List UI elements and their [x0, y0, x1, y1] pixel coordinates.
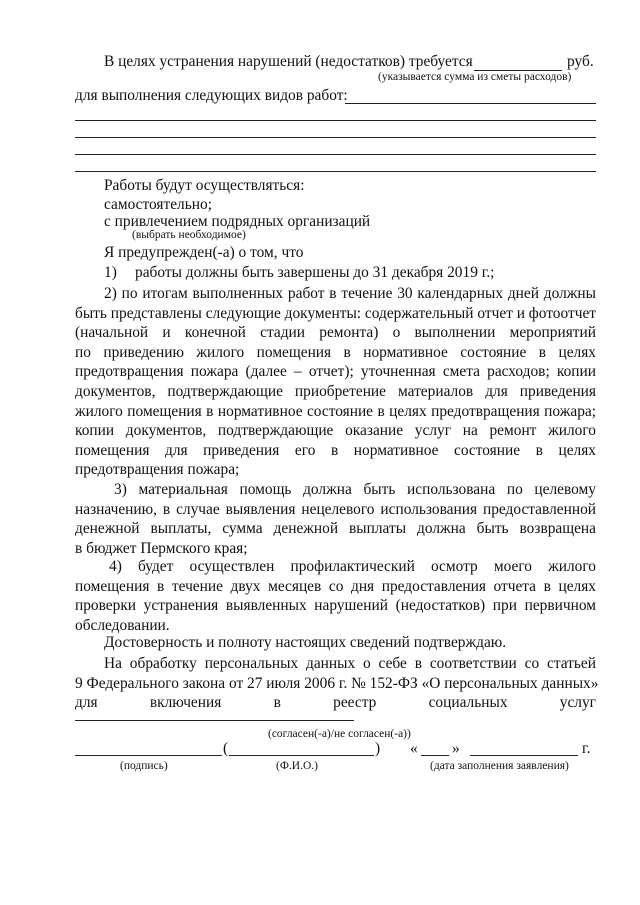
item2-line: предотвращения пожара (далее – отчет); уточненная смета расходов; копии [75, 363, 596, 381]
works-field-line-5[interactable] [75, 171, 596, 172]
item2-line: по приведению жилого помещения в нормативное состояние в целях [75, 343, 596, 361]
item4-line: обследовании. [75, 616, 170, 634]
item2-line: копии документов, подтверждающие оказание услуг на ремонт жилого [75, 422, 596, 440]
item3-paragraph [75, 480, 596, 558]
year-suffix: г. [582, 740, 591, 757]
works-field-line-1[interactable] [345, 103, 596, 104]
option-contractors[interactable]: с привлечением подрядных организаций [104, 213, 371, 230]
item4-line: 4) будет осуществлен профилактический осмотр моего жилого [109, 558, 596, 575]
confirm-statement: Достоверность и полноту настоящих сведений подтверждаю. [104, 634, 507, 651]
name-label: (Ф.И.О.) [276, 760, 318, 772]
warned-heading: Я предупрежден(-а) о том, что [104, 244, 304, 261]
date-label: (дата заполнения заявления) [430, 760, 569, 772]
currency-label: руб. [567, 53, 594, 70]
item3-line: денежной выплаты, сумма денежной выплаты должна быть возвращена [75, 520, 596, 538]
item2-line: жилого помещения в нормативное состояние в целях предотвращения пожара; [75, 402, 596, 420]
item3-line: в бюджет Пермского края; [75, 539, 248, 557]
execution-hint: (выбрать необходимое) [132, 229, 246, 241]
works-label: для выполнения следующих видов работ: [75, 87, 348, 104]
item4-line: помещения в течение двух месяцев со дня предоставления отчета в целях [75, 577, 596, 595]
day-field[interactable] [421, 755, 449, 756]
sign-label: (подпись) [120, 760, 168, 772]
item3-line: назначению, в случае выявления нецелевого использования предоставленной [75, 500, 596, 518]
signature-field[interactable] [75, 755, 222, 756]
item2-line: помещения для приведения его в нормативное состояние в целях [75, 441, 596, 459]
item1-text: работы должны быть завершены до 31 декабря 2019 г.; [135, 264, 495, 281]
item3-line: 3) материальная помощь должна быть использована по целевому [114, 481, 596, 498]
item1-number: 1) [104, 264, 117, 281]
month-field[interactable] [470, 755, 578, 756]
name-field[interactable] [229, 755, 374, 756]
consent-line: На обработку персональных данных о себе в соответствии со статьей [104, 655, 596, 672]
paren-close: ) [375, 740, 381, 757]
item4-line: проверки устранения выявленных нарушений (недостатков) при первичном [75, 597, 596, 615]
item2-line: (начальной и конечной стадии ремонта) о выполнении мероприятий [75, 324, 596, 342]
consent-field[interactable] [75, 720, 354, 721]
works-field-line-2[interactable] [75, 120, 596, 121]
item2-paragraph [75, 284, 596, 480]
item2-line: предотвращения пожара; [75, 461, 240, 479]
quote-close: » [452, 740, 460, 757]
paren-open: ( [223, 740, 229, 757]
option-self[interactable]: самостоятельно; [104, 196, 212, 213]
amount-text: В целях устранения нарушений (недостатков) требуется [104, 53, 473, 70]
consent-hint: (согласен(-а)/не согласен(-а)) [268, 728, 411, 740]
consent-line: для включения в реестр социальных услуг [75, 694, 596, 712]
item2-line: 2) по итогам выполненных работ в течение 30 календарных дней должны [104, 285, 596, 302]
item2-line: быть представлены следующие документы: содержательный отчет и фотоотчет [75, 304, 597, 322]
amount-hint: (указывается сумма из сметы расходов) [378, 71, 572, 83]
item2-line: документов, подтверждающие приобретение материалов для приведения [75, 382, 596, 400]
item4-paragraph [75, 557, 596, 635]
works-field-line-4[interactable] [75, 154, 596, 155]
consent-paragraph [75, 654, 599, 713]
works-field-line-3[interactable] [75, 137, 596, 138]
execution-title: Работы будут осуществляться: [104, 177, 305, 194]
consent-line: 9 Федерального закона от 27 июля 2006 г. № 152-ФЗ «О персональных данных» [75, 674, 599, 692]
quote-open: « [410, 740, 418, 757]
